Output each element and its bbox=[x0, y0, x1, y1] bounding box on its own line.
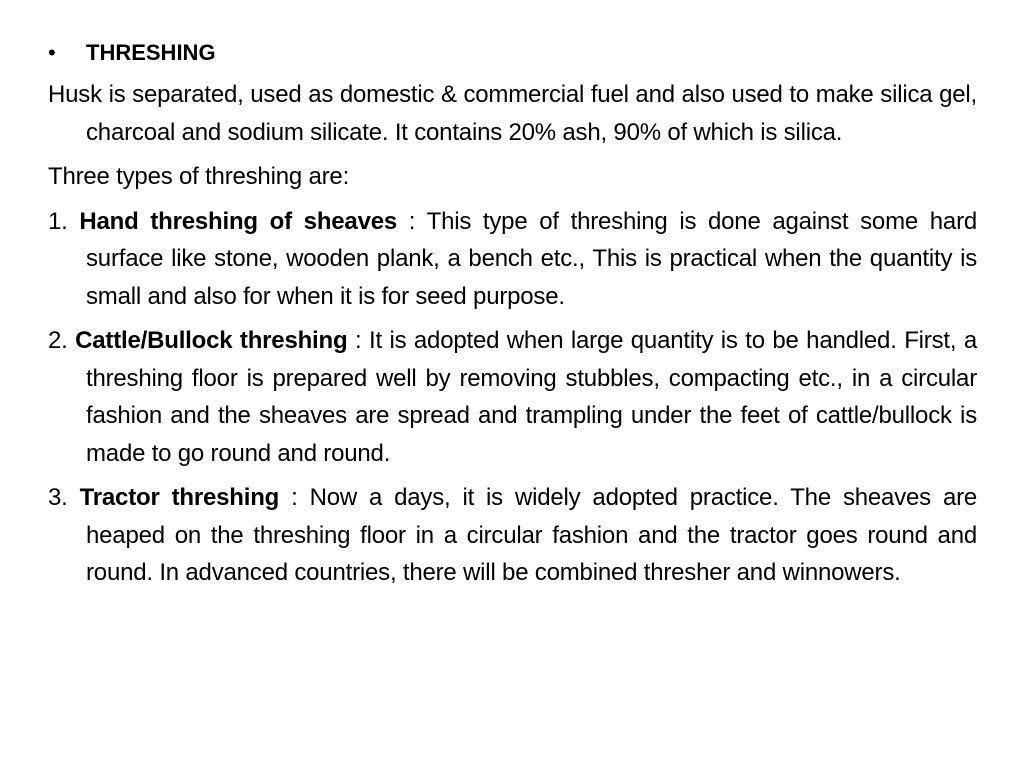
item-number: 1. bbox=[48, 207, 68, 235]
item-description: Now a days, it is widely adopted practice. The sheaves are heaped on the threshing floor in a circular fashion and the tractor goes round and round. In advanced countries, there will be combined thresher and winnowers. bbox=[86, 484, 978, 586]
item-separator: : bbox=[408, 207, 416, 235]
heading-row bbox=[48, 34, 977, 72]
item-term: Cattle/Bullock threshing bbox=[75, 327, 348, 354]
slide-content bbox=[48, 34, 977, 599]
item-term: Hand threshing of sheaves bbox=[79, 207, 398, 235]
list-item-cattle-threshing bbox=[48, 322, 977, 472]
item-separator: : bbox=[291, 484, 298, 511]
item-number: 3. bbox=[48, 484, 68, 511]
list-item-tractor-threshing bbox=[48, 479, 977, 592]
item-description: It is adopted when large quantity is to be handled. First, a threshing floor is prepared well by removing stubbles, compacting etc., in a circular fashion and the sheaves are spread and trampling under the feet of cattle/bullock is made to go round and round. bbox=[86, 327, 977, 467]
types-intro: Three types of threshing are: bbox=[48, 163, 350, 190]
item-description: This type of threshing is done against some hard surface like stone, wooden plank, a bench etc., This is practical when the quantity is small and also for when it is for seed purpose. bbox=[86, 207, 978, 310]
slide-heading: THRESHING bbox=[86, 40, 216, 65]
bullet-icon: • bbox=[48, 40, 56, 65]
item-separator: : bbox=[354, 327, 362, 354]
item-number: 2. bbox=[48, 327, 68, 354]
intro-paragraph: Husk is separated, used as domestic & commercial fuel and also used to make silica gel, charcoal and sodium silicate. It contains 20% ash, 90% of which is silica. bbox=[48, 81, 977, 146]
item-term: Tractor threshing bbox=[79, 484, 280, 511]
list-item-hand-threshing bbox=[48, 203, 977, 316]
